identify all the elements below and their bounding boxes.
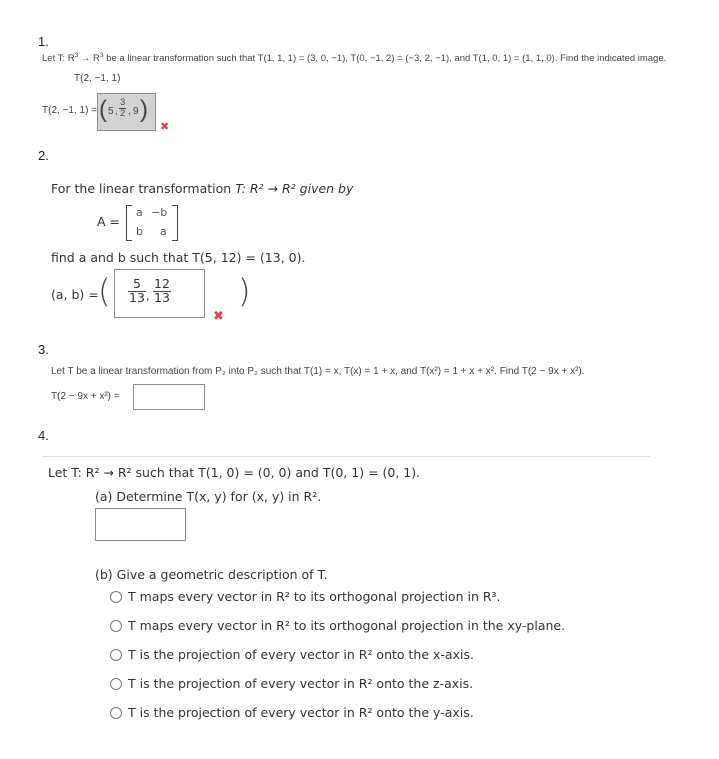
answer-first-value: 5 — [108, 106, 114, 117]
frac-b-numerator: 12 — [154, 276, 170, 291]
matrix-left-bracket — [126, 205, 132, 241]
question-4-statement: Let T: R² → R² such that T(1, 0) = (0, 0) and T(0, 1) = (0, 1). — [48, 465, 421, 480]
question-1-statement — [42, 53, 666, 64]
matrix-cell-12: −b — [151, 206, 168, 219]
option-3-label[interactable]: T is the projection of every vector in R² onto the x-axis. — [128, 647, 474, 662]
question-4-part-b: (b) Give a geometric description of T. — [95, 567, 328, 582]
matrix-cell-11: a — [136, 206, 143, 219]
answer-comma-2: , — [128, 106, 131, 117]
question-3-answer-input[interactable] — [133, 384, 205, 410]
q1-sup-a: 3 — [74, 51, 79, 59]
q1-text-b: → R — [78, 53, 100, 64]
frac-b-denominator: 13 — [154, 289, 170, 305]
option-2-radio[interactable] — [110, 620, 122, 632]
answer-close-paren: ) — [238, 272, 251, 310]
matrix-label: A = — [97, 214, 120, 229]
question-2-number: 2. — [38, 148, 49, 163]
incorrect-x-icon: ✖ — [160, 120, 170, 133]
frac-a-denominator: 13 — [129, 289, 145, 305]
q2-intro-text: For the linear transformation — [51, 181, 232, 196]
question-3-number: 3. — [38, 342, 49, 357]
matrix-cell-22: a — [160, 225, 167, 238]
divider — [42, 456, 650, 457]
question-1-answer-label: T(2, −1, 1) = — [42, 105, 98, 116]
frac-denominator: 2 — [120, 107, 126, 119]
question-2-intro — [51, 181, 353, 196]
option-3-radio[interactable] — [110, 649, 122, 661]
frac-a-numerator: 5 — [128, 278, 146, 292]
option-1-radio[interactable] — [110, 591, 122, 603]
answer-fraction — [119, 98, 126, 118]
question-2-answer-box[interactable] — [114, 269, 205, 318]
question-4-number: 4. — [38, 428, 49, 443]
answer-last-value: 9 — [133, 106, 139, 117]
answer-open-paren: ( — [99, 96, 107, 123]
answer-close-paren: ) — [140, 96, 148, 123]
option-4-label[interactable]: T is the projection of every vector in R² onto the z-axis. — [128, 676, 474, 691]
question-1-number: 1. — [38, 34, 49, 49]
question-4-part-a-input[interactable] — [95, 508, 186, 541]
question-4-part-a: (a) Determine T(x, y) for (x, y) in R². — [95, 489, 322, 504]
answer-fraction-b — [153, 278, 171, 304]
question-2-answer-label: (a, b) = — [51, 287, 99, 302]
answer-fraction-a — [128, 278, 146, 304]
option-1-label[interactable]: T maps every vector in R² to its orthogonal projection in R³. — [128, 589, 501, 604]
question-1-answer-box[interactable] — [97, 93, 156, 131]
q1-sup-b: 3 — [99, 51, 104, 59]
option-2-label[interactable]: T maps every vector in R² to its orthogonal projection in the xy-plane. — [128, 618, 566, 633]
frac-numerator: 3 — [120, 97, 126, 108]
option-4-radio[interactable] — [110, 678, 122, 690]
incorrect-x-icon: ✖ — [213, 309, 224, 324]
question-2-find: find a and b such that T(5, 12) = (13, 0). — [51, 250, 306, 265]
answer-open-paren: ( — [98, 272, 111, 310]
question-1-target: T(2, −1, 1) — [74, 73, 121, 84]
q1-text-c: be a linear transformation such that T(1, 1, 1) = (3, 0, −1), T(0, −1, 2) = (−3, 2, −1), and T(1, 0, 1) = (1, 1, 0). Find the indicated image. — [103, 53, 667, 64]
q1-text-a: Let T: R — [42, 53, 75, 64]
option-5-label[interactable]: T is the projection of every vector in R² onto the y-axis. — [128, 705, 474, 720]
question-3-statement: Let T be a linear transformation from P₂ into P₂ such that T(1) = x, T(x) = 1 + x, and T(x²) = 1 + x + x². Find T(2 − 9x + x²). — [51, 366, 585, 377]
option-5-radio[interactable] — [110, 707, 122, 719]
matrix-right-bracket — [172, 205, 178, 241]
answer-comma-1: , — [115, 106, 118, 117]
question-3-answer-label: T(2 − 9x + x²) = — [51, 391, 120, 402]
q2-map-text: T: R² → R² given by — [235, 181, 354, 196]
matrix-cell-21: b — [136, 225, 143, 238]
answer-separator: , — [146, 290, 150, 303]
